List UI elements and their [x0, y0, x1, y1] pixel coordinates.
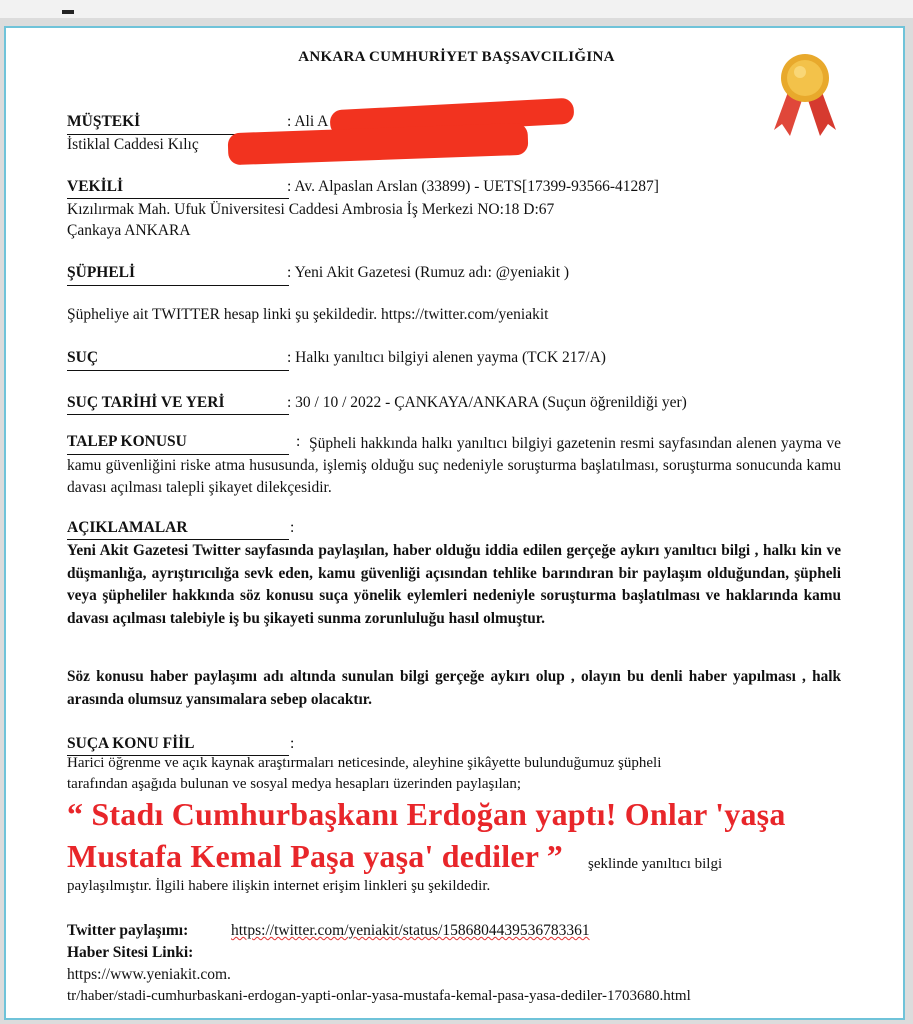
fiil-text-line1: Harici öğrenme ve açık kaynak araştırmaları neticesinde, aleyhine şikâyette bulunduğumuz şüpheli	[67, 755, 662, 771]
vekili-underline	[67, 198, 289, 199]
redaction-mark	[228, 123, 529, 165]
site-link-line1[interactable]: https://www.yeniakit.com.	[67, 966, 231, 983]
fiil-text-line2: tarafından aşağıda bulunan ve sosyal medya hesapları üzerinden paylaşılan;	[67, 776, 521, 792]
fiil-label: SUÇA KONU FİİL	[67, 735, 195, 752]
talep-label: TALEP KONUSU	[67, 433, 187, 450]
aciklamalar-paragraph-2: Söz konusu haber paylaşımı adı altında sunulan bilgi gerçeğe aykırı olup , olayın bu denli haber yapılması , halk arasında olumsuz yansımalara sebep olacaktır.	[67, 668, 841, 708]
suc-tarihi-value: : 30 / 10 / 2022 - ÇANKAYA/ANKARA (Suçun öğrenildiği yer)	[287, 394, 687, 411]
talep-colon: :	[296, 433, 301, 450]
supheli-twitter-link: Şüpheliye ait TWITTER hesap linki şu şekildedir. https://twitter.com/yeniakit	[67, 306, 549, 323]
talep-text: Şüpheli hakkında halkı yanıltıcı bilgiyi gazetenin resmi sayfasından alenen yayma ve kamu güvenliğini riske atma hususunda, işlemiş olduğu suç nedeniyle soruşturma başlatılması, soruşturma sonucunda kamu davası açılması talepli şikayet dilekçesidir.	[67, 435, 841, 496]
aciklamalar-paragraph-1: Yeni Akit Gazetesi Twitter sayfasında paylaşılan, haber olduğu iddia edilen gerçeğe aykırı yanıltıcı bilgi , halkı kin ve düşmanlığa, ayrıştırıcılığa sevk eden, kamu güvenliği açısından tehlike barındıran bir paylaşım olduğundan, şüpheli veya şüpheliler hakkında söz konusu suça yönelik eylemleri nedeniyle soruşturma başlatılması ve haklarında kamu davası açılması talebiyle iş bu şikayeti sunma zorunluluğu hasıl olmuştur.	[67, 542, 841, 627]
vekili-value: : Av. Alpaslan Arslan (33899) - UETS[17399-93566-41287]	[287, 178, 659, 195]
supheli-underline	[67, 285, 289, 286]
site-link-line2[interactable]: tr/haber/stadi-cumhurbaskani-erdogan-yapti-onlar-yasa-mustafa-kemal-pasa-yasa-dediler-1703680.html	[67, 988, 691, 1004]
fiil-text-line3: paylaşılmıştır. İlgili habere ilişkin internet erişim linkleri şu şekildedir.	[67, 878, 491, 894]
supheli-value: : Yeni Akit Gazetesi (Rumuz adı: @yeniakit )	[287, 264, 570, 281]
vekili-address-line1: Kızılırmak Mah. Ufuk Üniversitesi Caddesi Ambrosia İş Merkezi NO:18 D:67	[67, 201, 555, 218]
musteki-label: MÜŞTEKİ	[67, 113, 141, 130]
vekili-label: VEKİLİ	[67, 178, 123, 195]
quote-line-2: Mustafa Kemal Paşa yaşa' dediler ”	[67, 838, 563, 874]
twitter-label: Twitter paylaşımı:	[67, 922, 189, 939]
site-label: Haber Sitesi Linki:	[67, 944, 194, 961]
twitter-status-link[interactable]: https://twitter.com/yeniakit/status/1586804439536783361	[231, 922, 590, 939]
musteki-value: : Ali A	[287, 113, 329, 130]
fiil-colon: :	[290, 735, 295, 752]
musteki-address: İstiklal Caddesi Kılıç	[67, 136, 199, 153]
supheli-label: ŞÜPHELİ	[67, 264, 136, 281]
aciklamalar-colon: :	[290, 519, 295, 536]
document-title: ANKARA CUMHURİYET BAŞSAVCILIĞINA	[298, 49, 615, 65]
suc-value: : Halkı yanıltıcı bilgiyi alenen yayma (TCK 217/A)	[287, 349, 606, 366]
suc-label: SUÇ	[67, 349, 99, 366]
suc-tarihi-label: SUÇ TARİHİ VE YERİ	[67, 394, 225, 411]
award-ribbon-icon	[772, 52, 838, 144]
vekili-address-line2: Çankaya ANKARA	[67, 222, 191, 239]
suc-tarihi-underline	[67, 414, 289, 415]
quote-line-1: “ Stadı Cumhurbaşkanı Erdoğan yaptı! Onlar 'yaşa	[67, 796, 786, 832]
quote-tail: şeklinde yanıltıcı bilgi	[588, 856, 723, 872]
suc-underline	[67, 370, 289, 371]
aciklamalar-label: AÇIKLAMALAR	[67, 519, 188, 536]
